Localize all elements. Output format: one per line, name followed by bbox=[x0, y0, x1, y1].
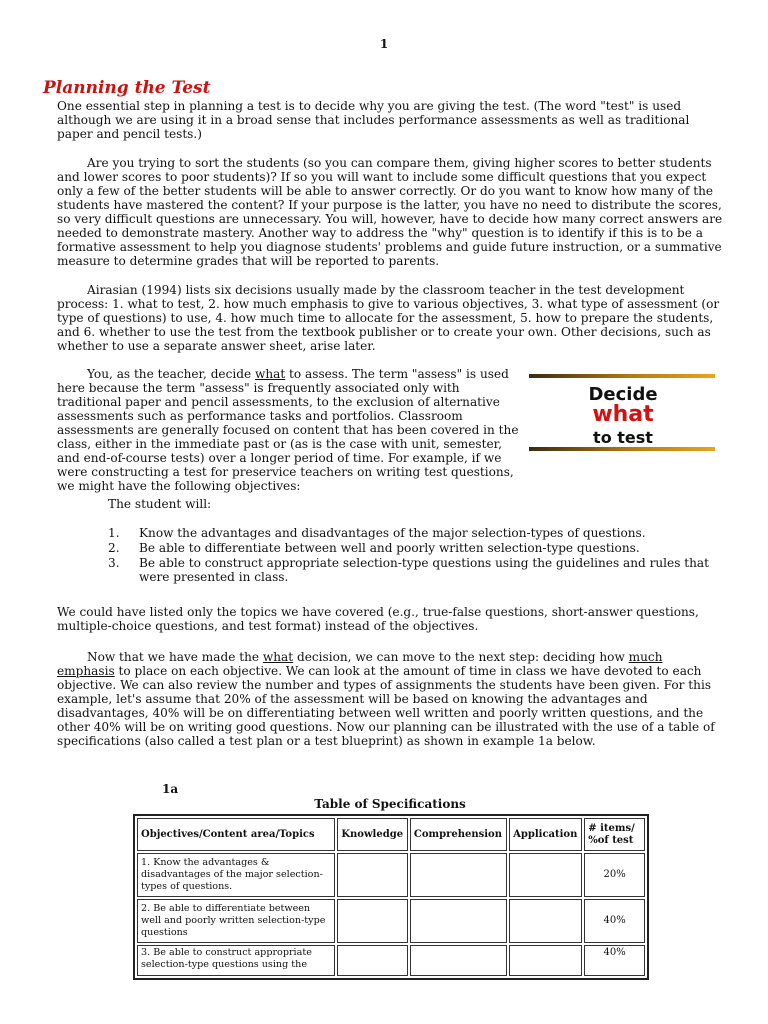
row-knowledge bbox=[337, 853, 408, 897]
objective-text: Be able to differentiate between well and poorly written selection-type questions. bbox=[139, 541, 640, 555]
header-knowledge: Knowledge bbox=[337, 818, 408, 851]
row-comprehension bbox=[410, 899, 507, 943]
table-row bbox=[137, 945, 645, 976]
example-label: 1a bbox=[162, 782, 179, 796]
objective-item bbox=[108, 526, 720, 540]
table-row bbox=[137, 899, 645, 943]
objective-number: 2. bbox=[108, 541, 120, 555]
row-topic: 3. Be able to construct appropriate selection-type questions using the bbox=[137, 945, 335, 976]
objective-text: Be able to construct appropriate selection-type questions using the guidelines and rules that were presented in class. bbox=[139, 556, 709, 584]
row-application bbox=[509, 899, 582, 943]
emphasis-much-emphasis: much emphasis bbox=[57, 650, 663, 678]
emphasis-paragraph: Now that we have made the what decision, we can move to the next step: deciding how much emphasis to place on each objective. We can look at the amount of time in class we have devoted to each objective. We can also review the number and types of assignments the students have been given. For this example, let's assume that 20% of the assessment will be based on knowing the advantages and disadvantages, 40% will be on differentiating between well written and poorly written questions, and the other 40% will be on writing good questions. Now our planning can be illustrated with the use of a table of specifications (also called a test plan or a test blueprint) as shown in example 1a below. bbox=[57, 650, 715, 748]
header-comprehension: Comprehension bbox=[410, 818, 507, 851]
objective-number: 1. bbox=[108, 526, 120, 540]
intro-paragraph: One essential step in planning a test is to decide why you are giving the test. (The word "test" is used although we are using it in a broad sense that includes performance assessments as well as traditional paper and pencil tests.) bbox=[57, 99, 690, 141]
header-topics: Objectives/Content area/Topics bbox=[137, 818, 335, 851]
table-title: Table of Specifications bbox=[314, 797, 466, 811]
topics-paragraph: We could have listed only the topics we have covered (e.g., true-false questions, short-answer questions, multiple-choice questions, and test format) instead of the objectives. bbox=[57, 605, 699, 633]
objective-item bbox=[108, 541, 720, 555]
table-header-row bbox=[137, 818, 645, 851]
callout-line-decide: Decide bbox=[588, 384, 658, 405]
emphasis-what: what bbox=[254, 367, 286, 381]
row-percent: 20% bbox=[584, 853, 645, 897]
objective-text: Know the advantages and disadvantages of the major selection-types of questions. bbox=[139, 526, 646, 540]
objective-item bbox=[108, 556, 720, 584]
row-topic: 1. Know the advantages & disadvantages of the major selection-types of questions. bbox=[137, 853, 335, 897]
assess-paragraph: You, as the teacher, decide what to assess. The term "assess" is used here because the term "assess" is frequently associated only with traditional paper and pencil assessments, to the exclusion of alternative assessments such as performance tasks and portfolios. Classroom assessments are generally focused on content that has been covered in the class, either in the immediate past or (as is the case with unit, semester, and end-of-course tests) over a longer period of time. For example, if we were constructing a test for preservice teachers on writing test questions, we might have the following objectives: bbox=[57, 367, 519, 493]
student-will-label: The student will: bbox=[108, 497, 212, 511]
callout-line-to-test: to test bbox=[593, 428, 653, 447]
decide-what-callout bbox=[527, 371, 719, 453]
row-knowledge bbox=[337, 899, 408, 943]
objective-number: 3. bbox=[108, 556, 120, 570]
callout-top-bar bbox=[529, 374, 715, 378]
header-items-percent: # items/ %of test bbox=[584, 818, 645, 851]
row-comprehension bbox=[410, 945, 507, 976]
purpose-paragraph: Are you trying to sort the students (so you can compare them, giving higher scores to better students and lower scores to poor students)? If so you will want to include some difficult questions that you expect only a few of the better students will be able to answer correctly. Or do you want to know how many of the students have mastered the content? If your purpose is the latter, you have no need to distribute the scores, so very difficult questions are unnecessary. You will, however, have to decide how many correct answers are needed to demonstrate mastery. Another way to address the "why" question is to identify if this is to be a formative assessment to help you diagnose students' problems and guide future instruction, or a summative measure to determine grades that will be reported to parents. bbox=[57, 156, 723, 268]
row-percent: 40% bbox=[584, 945, 645, 976]
specifications-table bbox=[133, 814, 649, 980]
objectives-list bbox=[108, 526, 720, 584]
row-comprehension bbox=[410, 853, 507, 897]
table-row bbox=[137, 853, 645, 897]
row-topic: 2. Be able to differentiate between well and poorly written selection-type questions bbox=[137, 899, 335, 943]
row-percent: 40% bbox=[584, 899, 645, 943]
emphasis-what-2: what bbox=[262, 650, 294, 664]
callout-bottom-bar bbox=[529, 447, 715, 451]
callout-line-what: what bbox=[592, 402, 654, 427]
decisions-paragraph: Airasian (1994) lists six decisions usually made by the classroom teacher in the test development process: 1. what to test, 2. how much emphasis to give to various objectives, 3. what type of assessment (or type of questions) to use, 4. how much time to allocate for the assessment, 5. how to prepare the students, and 6. whether to use the test from the textbook publisher or to create your own. Other decisions, such as whether to use a separate answer sheet, arise later. bbox=[57, 283, 720, 353]
row-application bbox=[509, 945, 582, 976]
page-number: 1 bbox=[379, 37, 389, 51]
row-knowledge bbox=[337, 945, 408, 976]
row-application bbox=[509, 853, 582, 897]
page-title: Planning the Test bbox=[43, 78, 211, 98]
header-application: Application bbox=[509, 818, 582, 851]
